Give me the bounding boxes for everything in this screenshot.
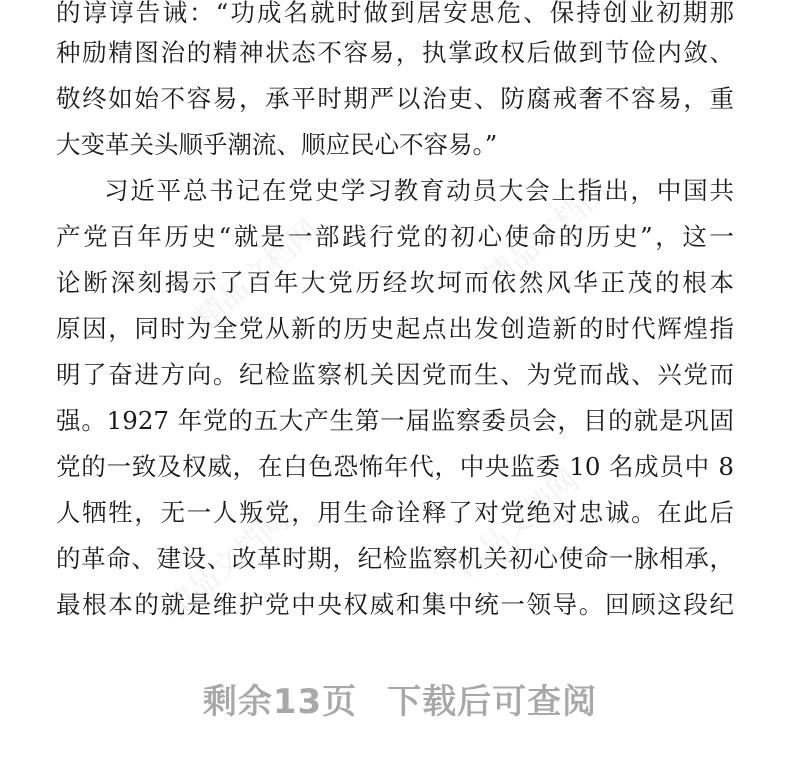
- body-text-line: 强。1927 年党的五大产生第一届监察委员会，目的就是巩固: [56, 406, 734, 435]
- remaining-pages-label: 剩余13页: [202, 682, 358, 722]
- body-text-line: 人牺牲，无一人叛党，用生命诠释了对党绝对忠诚。在此后: [56, 498, 734, 527]
- download-prompt[interactable]: [0, 674, 800, 723]
- body-text-line: 的谆谆告诫：“功成名就时做到居安思危、保持创业初期那: [56, 0, 734, 27]
- body-text-line: 敬终如始不容易，承平时期严以治吏、防腐戒奢不容易，重: [56, 84, 734, 113]
- paragraph-first-line: 习近平总书记在党史学习教育动员大会上指出，中国共: [104, 176, 734, 205]
- body-text-line: 党的一致及权威，在白色恐怖年代，中央监委 10 名成员中 8: [56, 452, 734, 481]
- download-to-view-label: 下载后可查阅: [387, 682, 598, 722]
- body-text-line: 种励精图治的精神状态不容易，执掌政权后做到节俭内敛、: [56, 38, 734, 67]
- body-text-line: 论断深刻揭示了百年大党历经坎坷而依然风华正茂的根本: [56, 268, 734, 297]
- body-text-line: 的革命、建设、改革时期，纪检监察机关初心使命一脉相承，: [56, 544, 734, 573]
- body-text-line: 大变革关头顺乎潮流、顺应民心不容易。”: [56, 130, 498, 159]
- body-text-line: 明了奋进方向。纪检监察机关因党而生、为党而战、兴党而: [56, 360, 734, 389]
- watermark: 精品文档网: [188, 213, 326, 337]
- body-text-line: 产党百年历史“就是一部践行党的初心使命的历史”，这一: [56, 222, 734, 251]
- body-text-line: 原因，同时为全党从新的历史起点出发创造新的时代辉煌指: [56, 314, 734, 343]
- body-text-line: 最根本的就是维护党中央权威和集中统一领导。回顾这段纪: [56, 590, 734, 619]
- watermark: 精品文档网: [478, 173, 616, 297]
- watermark: 精品文档网: [158, 503, 296, 627]
- watermark: 精品文档网: [448, 463, 586, 587]
